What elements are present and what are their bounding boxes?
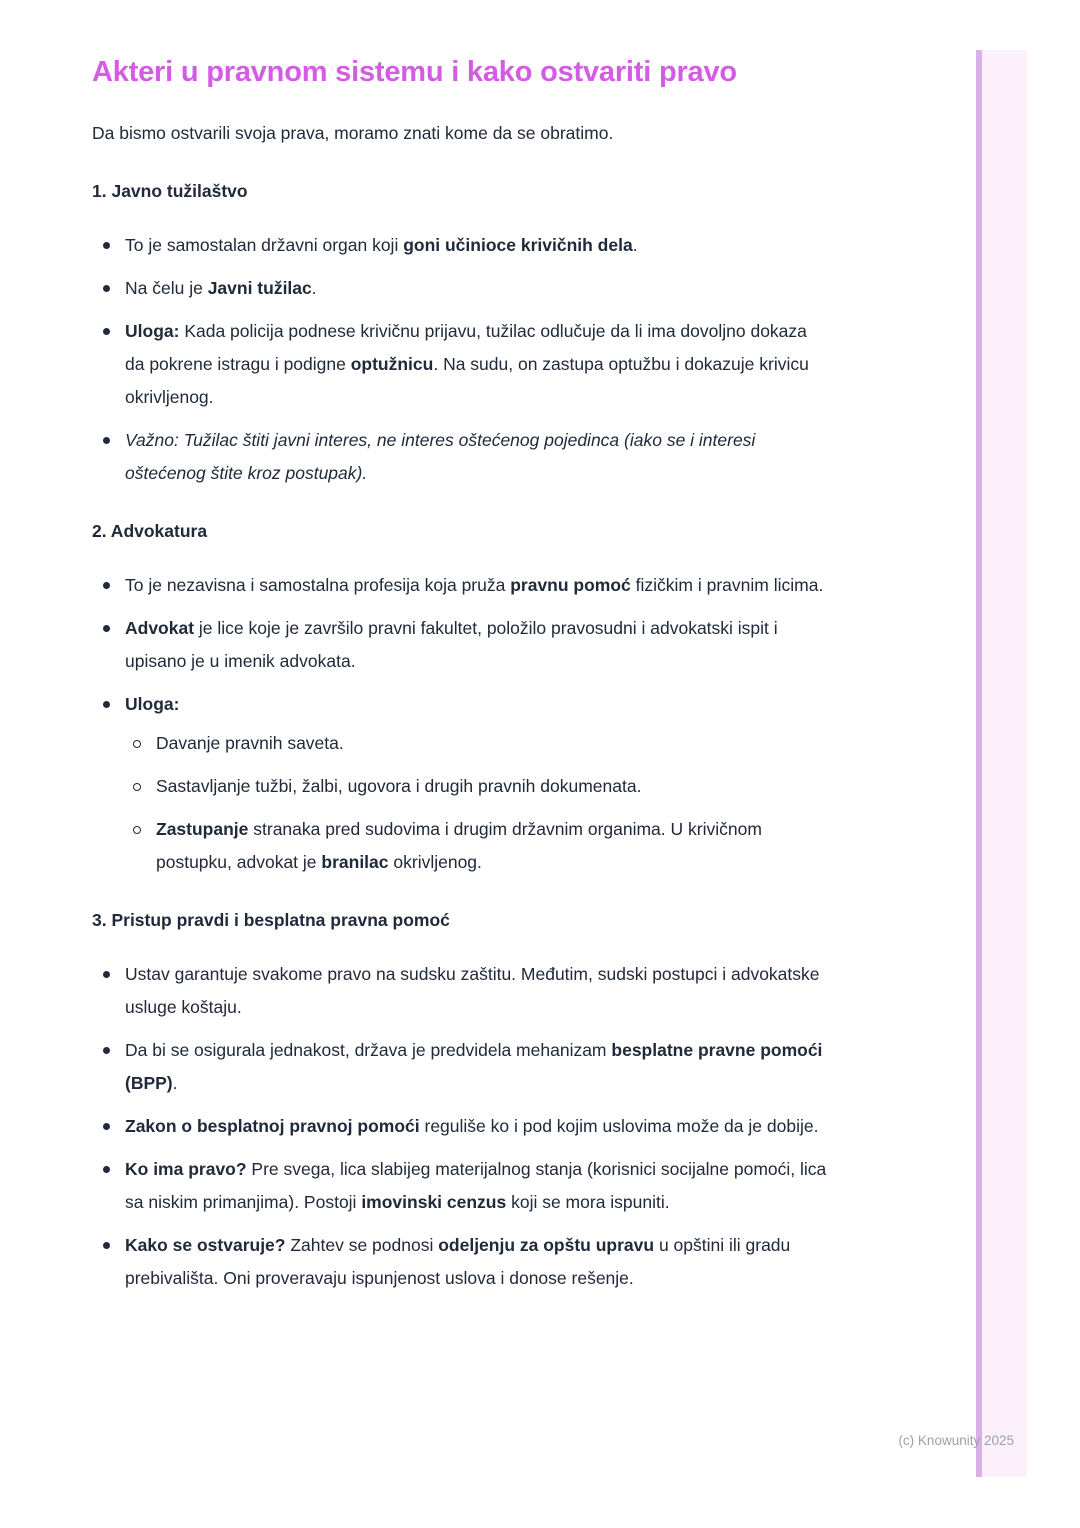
bullet-item bbox=[92, 315, 828, 414]
text-run: Kada policija podnese krivičnu prijavu, tužilac odlučuje da li ima dovoljno dokaza da pokrene istragu i podigne bbox=[125, 321, 807, 374]
bullet-item bbox=[92, 612, 828, 678]
text-run: Zahtev se podnosi bbox=[285, 1235, 439, 1255]
text-run: reguliše ko i pod kojim uslovima može da je dobije. bbox=[419, 1116, 819, 1136]
text-run: goni učinioce krivičnih dela bbox=[403, 235, 633, 255]
sections-container bbox=[92, 175, 828, 1295]
footer-credit: (c) Knowunity 2025 bbox=[898, 1433, 1014, 1448]
text-run: okrivljenog. bbox=[388, 852, 482, 872]
text-run: . bbox=[172, 1073, 178, 1093]
text-run: optužnicu bbox=[350, 354, 434, 374]
sub-bullet-item bbox=[125, 770, 828, 803]
text-run: Na čelu je bbox=[125, 278, 208, 298]
text-run: Ustav garantuje svakome pravo na sudsku zaštitu. Međutim, sudski postupci i advokatske usluge koštaju. bbox=[125, 964, 820, 1017]
text-run: pravnu pomoć bbox=[510, 575, 631, 595]
bullet-list bbox=[92, 569, 828, 879]
text-run: u opštini ili gradu prebivališta. Oni proveravaju ispunjenost uslova i donose rešenje. bbox=[125, 1235, 791, 1288]
bullet-item bbox=[92, 1153, 828, 1219]
bullet-item bbox=[92, 1034, 828, 1100]
bullet-item bbox=[92, 958, 828, 1024]
text-run: fizičkim i pravnim licima. bbox=[630, 575, 824, 595]
text-run: Uloga: bbox=[125, 694, 180, 714]
text-run: Pre svega, lica slabijeg materijalnog stanja (korisnici socijalne pomoći, lica sa niskim primanjima). Postoji bbox=[125, 1159, 827, 1212]
document-section bbox=[92, 904, 828, 1295]
text-run: koji se mora ispuniti. bbox=[506, 1192, 670, 1212]
bullet-item bbox=[92, 229, 828, 262]
section-heading: 1. Javno tužilaštvo bbox=[92, 181, 248, 201]
text-run: Ko ima pravo? bbox=[125, 1159, 247, 1179]
section-heading: 3. Pristup pravdi i besplatna pravna pomoć bbox=[92, 910, 450, 930]
text-run: je lice koje je završilo pravni fakultet, položilo pravosudni i advokatski ispit i upisano je u imenik advokata. bbox=[125, 618, 778, 671]
text-run: . Na sudu, on zastupa optužbu i dokazuje krivicu okrivljenog. bbox=[125, 354, 809, 407]
text-run: Uloga: bbox=[125, 321, 180, 341]
text-run: Davanje pravnih saveta. bbox=[156, 733, 344, 753]
text-run: . bbox=[632, 235, 638, 255]
bullet-list bbox=[92, 958, 828, 1295]
text-run: Javni tužilac bbox=[207, 278, 312, 298]
document-section bbox=[92, 515, 828, 879]
sub-bullet-item bbox=[125, 813, 828, 879]
text-run: . bbox=[311, 278, 317, 298]
text-run: Zastupanje bbox=[156, 819, 249, 839]
text-run: odeljenju za opštu upravu bbox=[438, 1235, 655, 1255]
text-run: Zakon o besplatnoj pravnoj pomoći bbox=[125, 1116, 420, 1136]
text-run: Kako se ostvaruje? bbox=[125, 1235, 286, 1255]
text-run: Važno: Tužilac štiti javni interes, ne interes oštećenog pojedinca (iako se i interesi oštećenog štite kroz postupak). bbox=[125, 430, 756, 483]
bullet-item bbox=[92, 272, 828, 305]
bullet-item bbox=[92, 1229, 828, 1295]
page-title: Akteri u pravnom sistemu i kako ostvariti pravo bbox=[92, 56, 737, 88]
sub-bullet-list bbox=[125, 727, 828, 879]
text-run: imovinski cenzus bbox=[361, 1192, 507, 1212]
text-run: stranaka pred sudovima i drugim državnim organima. U krivičnom postupku, advokat je bbox=[156, 819, 762, 872]
text-run: Da bi se osigurala jednakost, država je predvidela mehanizam bbox=[125, 1040, 612, 1060]
text-run: Advokat bbox=[125, 618, 195, 638]
text-run: branilac bbox=[321, 852, 389, 872]
section-heading: 2. Advokatura bbox=[92, 521, 208, 541]
document-content bbox=[92, 0, 828, 1295]
document-section bbox=[92, 175, 828, 490]
bullet-list bbox=[92, 229, 828, 490]
sub-bullet-item bbox=[125, 727, 828, 760]
text-run: To je samostalan državni organ koji bbox=[125, 235, 404, 255]
text-run: To je nezavisna i samostalna profesija koja pruža bbox=[125, 575, 511, 595]
bullet-item bbox=[92, 424, 828, 490]
text-run: besplatne pravne pomoći (BPP) bbox=[125, 1040, 823, 1093]
bullet-item bbox=[92, 688, 828, 879]
text-run: Sastavljanje tužbi, žalbi, ugovora i drugih pravnih dokumenata. bbox=[156, 776, 642, 796]
intro-text: Da bismo ostvarili svoja prava, moramo znati kome da se obratimo. bbox=[92, 123, 614, 143]
decorative-accent-band bbox=[976, 50, 1027, 1477]
bullet-item bbox=[92, 1110, 828, 1143]
bullet-item bbox=[92, 569, 828, 602]
